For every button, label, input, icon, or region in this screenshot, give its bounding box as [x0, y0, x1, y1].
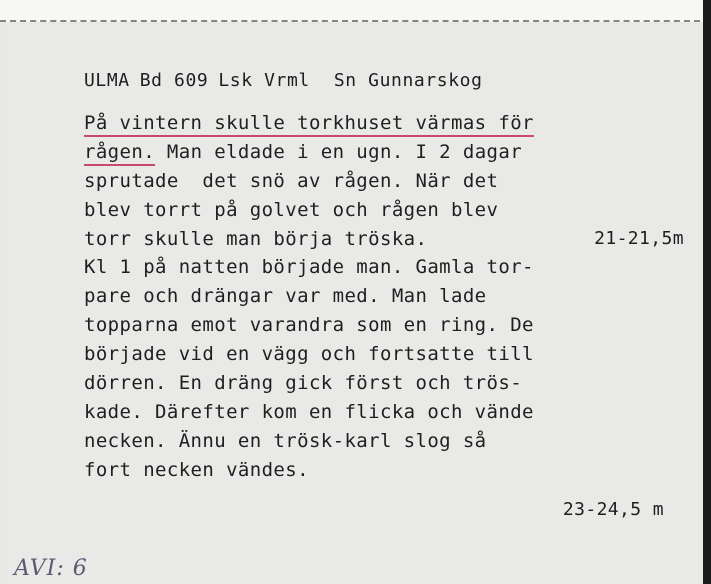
measure-1: 21-21,5m	[594, 228, 684, 249]
underlined-word: rågen.	[84, 141, 156, 163]
landskap-code: Lsk Vrml	[218, 70, 310, 91]
paragraph-1	[84, 109, 684, 253]
text-line	[84, 138, 664, 167]
text-line: började vid en vägg och fortsatte till	[84, 343, 534, 365]
text-line: torr skulle man börja tröska.	[84, 228, 428, 250]
top-strip	[0, 0, 711, 22]
text-line: sprutade det snö av rågen. När det	[84, 170, 499, 192]
line-rest: Man eldade i en ugn. I 2 dagar	[155, 141, 523, 163]
text-line: kade. Därefter kom en flicka och vände	[84, 401, 534, 423]
volume-number: Bd 609	[139, 70, 209, 91]
text-line: fort necken vändes.	[84, 459, 309, 481]
socken-name: Sn Gunnarskog	[333, 70, 483, 91]
right-scan-edge	[703, 0, 711, 584]
text-line: necken. Ännu en trösk-karl slog så	[84, 430, 487, 452]
text-line: blev torrt på golvet och rågen blev	[84, 199, 499, 221]
text-line: dörren. En dräng gick först och trös-	[84, 372, 523, 394]
text-line: Kl 1 på natten började man. Gamla tor-	[84, 256, 534, 278]
top-dashed-rule	[0, 20, 700, 22]
typed-text	[84, 70, 684, 524]
text-line: topparna emot varandra som en ring. De	[84, 314, 534, 336]
text-line: pare och drängar var med. Man lade	[84, 285, 487, 307]
text-line: På vintern skulle torkhuset värmas för	[84, 112, 534, 134]
record-header	[84, 70, 664, 91]
measure-2: 23-24,5 m	[562, 499, 664, 520]
handwritten-note: AVI: 6	[14, 556, 88, 581]
paragraph-2	[84, 253, 664, 524]
archive-code: ULMA	[84, 70, 130, 91]
